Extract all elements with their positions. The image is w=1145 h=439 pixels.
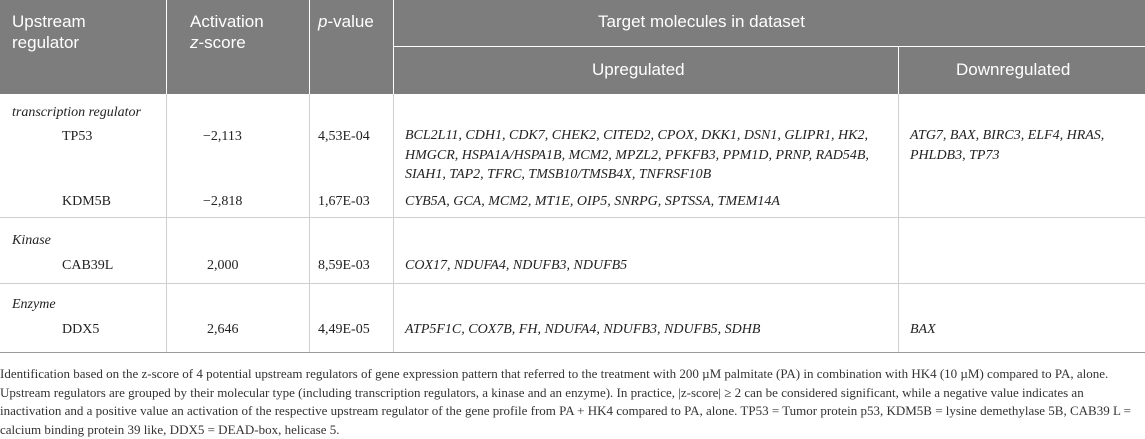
- header-upstream-regulator: Upstream regulator: [12, 12, 86, 52]
- zscore-value: 2,000: [207, 258, 239, 273]
- zscore-value: 2,646: [207, 322, 239, 337]
- pvalue-value: 8,59E-03: [318, 258, 370, 273]
- header-activation-zscore: Activation z-score: [190, 12, 264, 52]
- upregulated-genes: CYB5A, GCA, MCM2, MT1E, OIP5, SNRPG, SPTSSA, TMEM14A: [405, 194, 780, 209]
- header-upregulated: Upregulated: [592, 60, 685, 79]
- header-divider: [309, 0, 310, 94]
- group-type-label: Kinase: [12, 233, 51, 248]
- zscore-value: −2,818: [203, 194, 243, 209]
- pvalue-value: 4,53E-04: [318, 129, 370, 144]
- table-caption: Identification based on the z-score of 4 potential upstream regulators of gene expression pattern that referred to the treatment with 200 µM palmitate (PA) in combination with HK4 (10 µM) compared to PA, alone. Upstream regulators are grouped by their molecular type (including transcription regulators, a kinase and an enzyme). In practice, |z-score| ≥ 2 can be considered significant, while a negative value indicates an inactivation and a positive value an activation of the respective upstream regulator of the gene profile from PA + HK4 compared to PA, alone. TP53 = Tumor protein p53, KDM5B = lysine demethylase 5B, CAB39 L = calcium binding protein 39 like, DDX5 = DEAD-box, helicase 5.: [0, 366, 1131, 437]
- downregulated-genes: ATG7, BAX, BIRC3, ELF4, HRAS, PHLDB3, TP73: [910, 128, 1105, 163]
- header-target-molecules: Target molecules in dataset: [598, 12, 805, 31]
- header-divider: [394, 46, 1145, 47]
- header-divider: [393, 0, 394, 94]
- upregulated-genes: BCL2L11, CDH1, CDK7, CHEK2, CITED2, CPOX, DKK1, DSN1, GLIPR1, HK2, HMGCR, HSPA1A/HSPA1B, MCM2, MPZL2, PFKFB3, PPM1D, PRNP, RAD54B, SIAH1, TAP2, TFRC, TMSB10/TMSB4X, TNFRSF10B: [405, 128, 869, 182]
- regulator-name: TP53: [62, 129, 93, 144]
- header-downregulated: Downregulated: [956, 60, 1071, 79]
- column-divider: [393, 94, 394, 352]
- table-header: [0, 0, 1145, 94]
- regulator-name: CAB39L: [62, 258, 114, 273]
- group-separator: [0, 217, 1145, 218]
- header-divider: [166, 0, 167, 94]
- group-separator: [0, 283, 1145, 284]
- regulator-name: KDM5B: [62, 194, 112, 209]
- column-divider: [309, 94, 310, 352]
- zscore-value: −2,113: [203, 129, 242, 144]
- table-bottom-rule: [0, 352, 1145, 353]
- group-type-label: Enzyme: [12, 297, 56, 312]
- regulator-name: DDX5: [62, 322, 100, 337]
- header-divider: [898, 47, 899, 94]
- pvalue-value: 1,67E-03: [318, 194, 370, 209]
- pvalue-value: 4,49E-05: [318, 322, 370, 337]
- downregulated-genes: BAX: [910, 322, 936, 337]
- header-p-value: p-value: [318, 12, 374, 31]
- group-type-label: transcription regulator: [12, 105, 141, 120]
- upregulated-genes: ATP5F1C, COX7B, FH, NDUFA4, NDUFB3, NDUFB5, SDHB: [405, 322, 761, 337]
- upregulated-genes: COX17, NDUFA4, NDUFB3, NDUFB5: [405, 258, 628, 273]
- column-divider: [166, 94, 167, 352]
